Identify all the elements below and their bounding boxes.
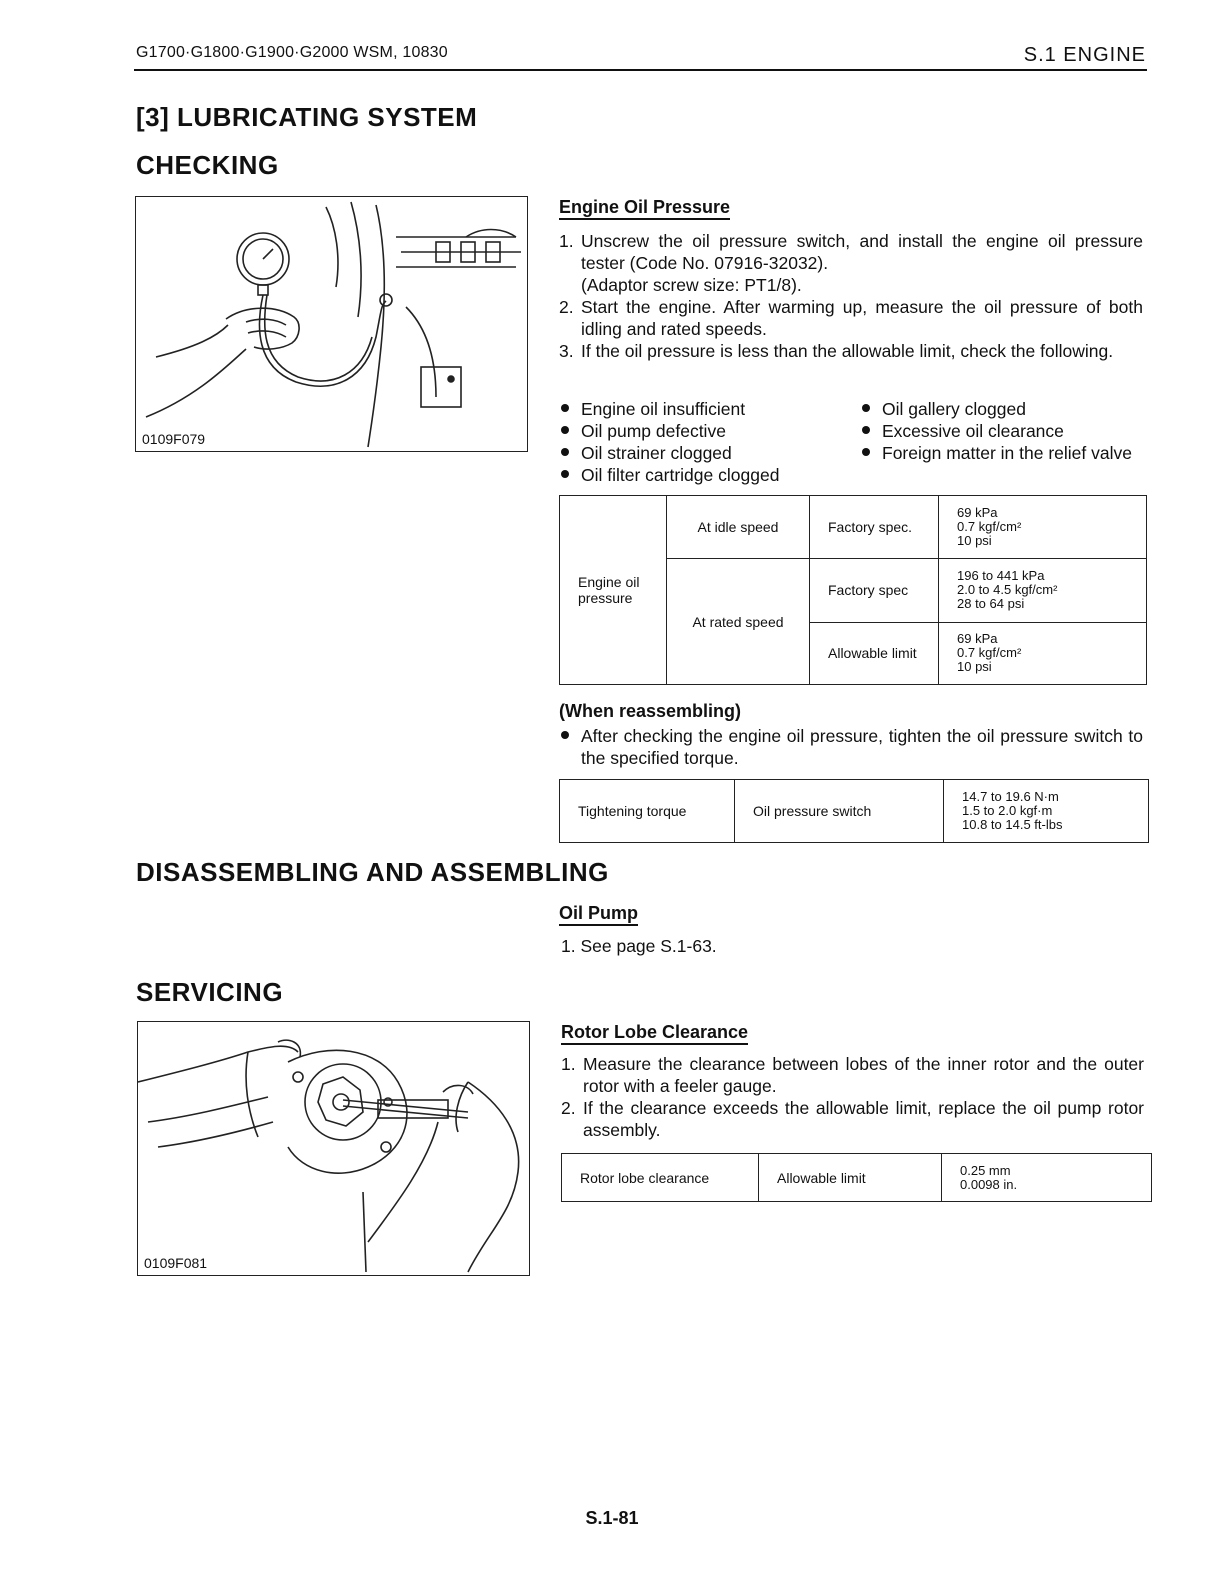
engine-oil-pressure-heading: Engine Oil Pressure [559,197,730,220]
list-item: Oil strainer clogged [559,442,839,464]
torque-value-cell: 14.7 to 19.6 N·m 1.5 to 2.0 kgf·m 10.8 to 14.5 ft-lbs [944,780,1149,843]
value-cell: 69 kPa 0.7 kgf/cm² 10 psi [939,622,1147,684]
factory-spec-cell: Factory spec. [810,496,939,559]
header-section: S.1 ENGINE [1023,44,1146,66]
step-3: 3. If the oil pressure is less than the allowable limit, check the following. [559,340,1143,362]
value-cell: 196 to 441 kPa 2.0 to 4.5 kgf/cm² 28 to 64 psi [939,559,1147,622]
torque-label-cell: Tightening torque [560,780,735,843]
header-manual-id: G1700·G1800·G1900·G2000 WSM, 10830 [136,44,448,61]
oil-pressure-spec-table [559,495,1147,685]
pressure-gauge-illustration [136,197,527,451]
rated-speed-cell: At rated speed [667,559,810,685]
list-item: Excessive oil clearance [860,420,1144,442]
step-1: 1. Measure the clearance between lobes of the inner rotor and the outer rotor with a feeler gauge. [561,1054,1144,1096]
rotor-step-1-text: Measure the clearance between lobes of the inner rotor and the outer rotor with a feeler gauge. [583,1054,1144,1096]
idle-speed-cell: At idle speed [667,496,810,559]
oil-pump-heading: Oil Pump [559,903,638,926]
torque-table [559,779,1149,843]
disassembling-title: DISASSEMBLING AND ASSEMBLING [136,857,609,887]
torque-item-cell: Oil pressure switch [735,780,944,843]
step-2: 2. Start the engine. After warming up, measure the oil pressure of both idling and rated speeds. [559,297,1143,339]
step-2: 2. If the clearance exceeds the allowable limit, replace the oil pump rotor assembly. [561,1098,1144,1140]
list-item: Engine oil insufficient [559,398,839,420]
oil-pressure-figure [135,196,528,452]
factory-spec-cell: Factory spec [810,559,939,622]
list-item: Oil gallery clogged [860,398,1144,420]
figure-code: 0109F079 [142,431,206,447]
page-number: S.1-81 [585,1508,639,1528]
rotor-limit-cell: Allowable limit [759,1154,942,1202]
list-item: Oil pump defective [559,420,839,442]
param-cell: Engine oil pressure [560,496,667,685]
rotor-lobe-heading: Rotor Lobe Clearance [561,1022,748,1045]
rotor-label-cell: Rotor lobe clearance [562,1154,759,1202]
header-rule [134,69,1147,71]
step-1: 1. Unscrew the oil pressure switch, and install the engine oil pressure tester (Code No. 07916-32032). (Adaptor screw size: PT1/8). [559,231,1143,295]
checking-title: CHECKING [136,150,279,180]
rotor-lobe-table [561,1153,1152,1202]
rotor-lobe-figure [137,1021,530,1276]
step-2-text: Start the engine. After warming up, measure the oil pressure of both idling and rated speeds. [581,297,1143,339]
figure-code: 0109F081 [144,1255,208,1271]
list-item: Oil filter cartridge clogged [559,464,839,486]
step-1-text: Unscrew the oil pressure switch, and install the engine oil pressure tester (Code No. 07916-32032). [581,231,1143,273]
step-1-extra: (Adaptor screw size: PT1/8). [581,275,802,295]
value-cell: 69 kPa 0.7 kgf/cm² 10 psi [939,496,1147,559]
allowable-limit-cell: Allowable limit [810,622,939,684]
oil-pump-step: 1. See page S.1-63. [561,936,717,956]
rotor-step-2-text: If the clearance exceeds the allowable limit, replace the oil pump rotor assembly. [583,1098,1144,1140]
servicing-title: SERVICING [136,977,284,1007]
rotor-value-cell: 0.25 mm 0.0098 in. [942,1154,1152,1202]
checklist-right [860,398,1144,464]
rotor-steps [561,1053,1144,1141]
step-3-text: If the oil pressure is less than the allowable limit, check the following. [581,341,1114,361]
feeler-gauge-illustration [138,1022,529,1275]
list-item [559,725,1143,769]
oil-pressure-steps [559,230,1143,362]
reassembling-text: After checking the engine oil pressure, tighten the oil pressure switch to the specified torque. [581,726,1143,768]
section-title: [3] LUBRICATING SYSTEM [136,102,478,132]
list-item: Foreign matter in the relief valve [860,442,1144,464]
checklist-left [559,398,839,486]
reassembling-title: (When reassembling) [559,701,742,721]
